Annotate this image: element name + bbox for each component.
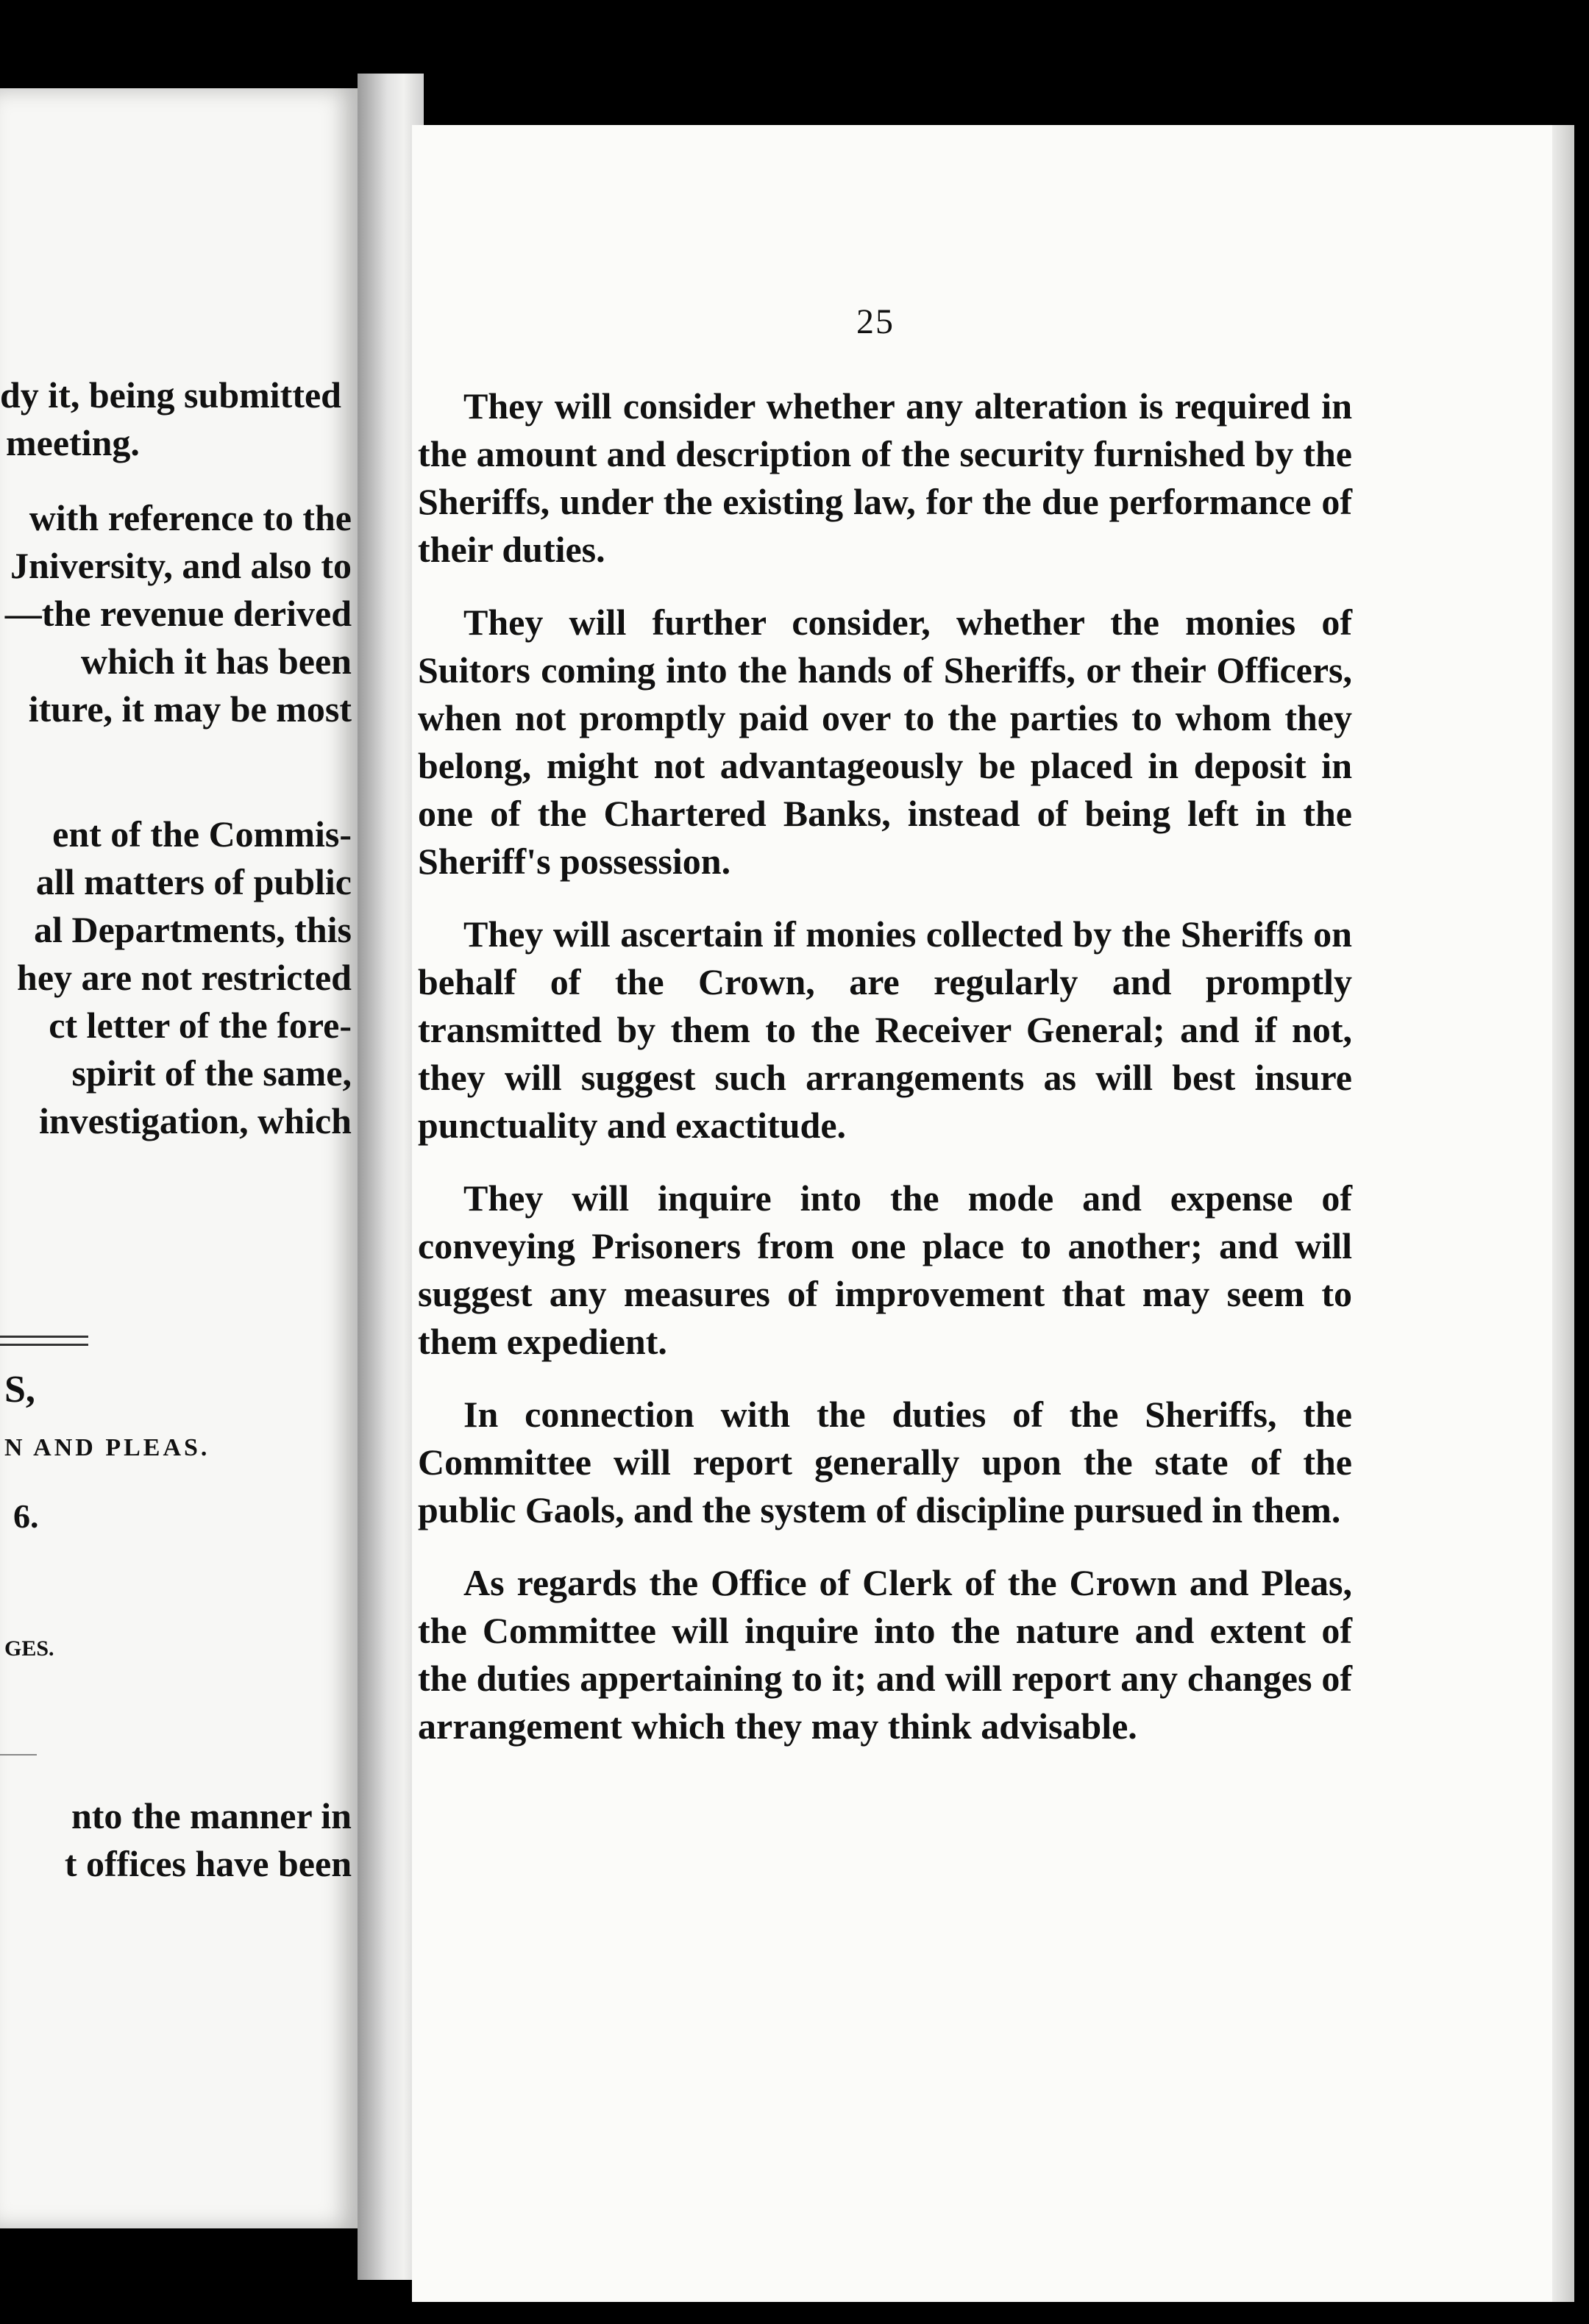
- paragraph-clerk-of-crown: As regards the Office of Clerk of the Crown and Pleas, the Committee will inquire into the nature and extent of the duties appertaining to it; and will report any changes of arrangement which they may think advisable.: [418, 1562, 1352, 1747]
- left-line: iture, it may be most: [28, 688, 352, 730]
- paragraph-sheriff-security: They will consider whether any alteration is required in the amount and description of the security furnished by the Sheriffs, under the existing law, for the due performance of their duties.: [418, 385, 1352, 570]
- previous-page: [0, 88, 358, 2228]
- left-line: all matters of public: [35, 861, 352, 902]
- left-line: investigation, which: [38, 1100, 352, 1141]
- left-fragment-2: [0, 496, 358, 735]
- page-edge: [1552, 125, 1574, 2302]
- left-line: which it has been: [80, 641, 352, 682]
- left-line: spirit of the same,: [71, 1052, 352, 1094]
- left-line: hey are not restricted: [17, 957, 352, 998]
- section-number-fragment: 6.: [13, 1497, 39, 1535]
- section-subheading-fragment: N AND PLEAS.: [4, 1434, 210, 1461]
- paragraph-conveying-prisoners: They will inquire into the mode and expense of conveying Prisoners from one place to another; and will suggest any measures of improvement that may seem to them expedient.: [418, 1177, 1352, 1362]
- paragraph-suitors-monies: They will further consider, whether the monies of Suitors coming into the hands of Sheriffs, or their Officers, when not promptly paid over to the parties to whom they belong, might not advantageously be placed in deposit in one of the Chartered Banks, instead of being left in the Sheriff's possession.: [418, 602, 1352, 882]
- paragraph-public-gaols: In connection with the duties of the Sheriffs, the Committee will report generally upon the state of the public Gaols, and the system of discipline pursued in them.: [418, 1394, 1352, 1530]
- left-line: ent of the Commis-: [52, 813, 352, 855]
- left-line: Jniversity, and also to: [10, 545, 352, 586]
- page-body: [418, 382, 1352, 1775]
- small-heading-fragment: GES.: [4, 1636, 54, 1661]
- left-fragment-3: [0, 813, 358, 1147]
- short-dash: [0, 1754, 37, 1756]
- left-line: dy it, being submitted: [0, 374, 341, 416]
- left-line: meeting.: [6, 422, 140, 463]
- left-line: al Departments, this: [34, 909, 352, 950]
- left-line: ct letter of the fore-: [49, 1005, 352, 1046]
- left-fragment-4: [0, 1794, 358, 1890]
- page-number: 25: [856, 302, 895, 341]
- paragraph-crown-monies: They will ascertain if monies collected by the Sheriffs on behalf of the Crown, are regularly and promptly transmitted by them to the Receiver General; and if not, they will suggest such arrangements as will best insure punctuality and exactitude.: [418, 913, 1352, 1146]
- left-line: nto the manner in: [71, 1795, 352, 1836]
- double-rule: [0, 1336, 88, 1346]
- section-heading-fragment: S,: [4, 1369, 35, 1411]
- left-line: t offices have been: [64, 1843, 352, 1884]
- left-fragment-1: [0, 374, 358, 469]
- left-line: with reference to the: [29, 497, 352, 538]
- left-line: —the revenue derived: [4, 593, 352, 634]
